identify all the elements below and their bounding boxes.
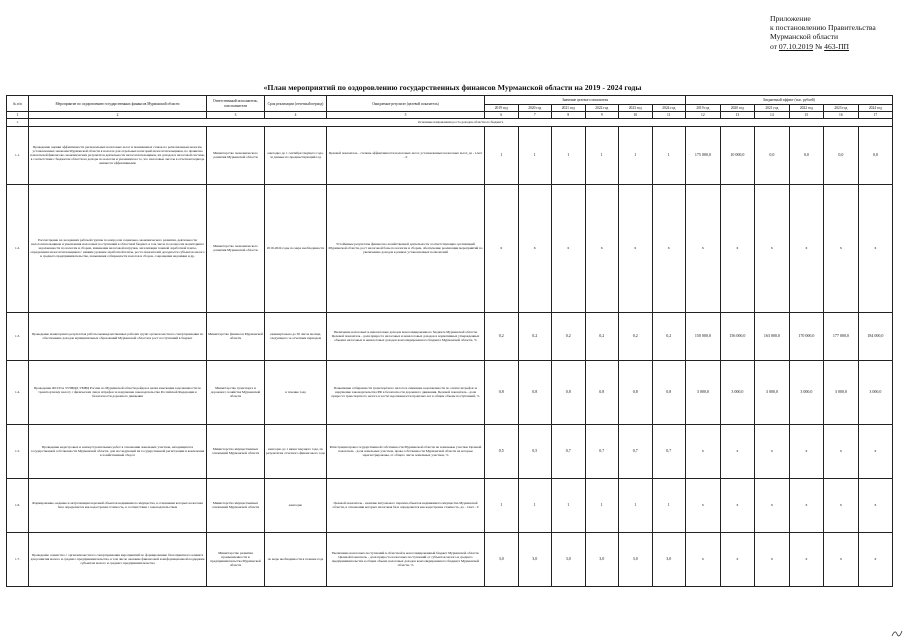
row-budget: x (789, 184, 824, 312)
row-budget: x (789, 478, 824, 532)
row-target: 0,5 (518, 424, 552, 478)
row-target: 1 (652, 126, 686, 184)
row-budget: 0,0 (824, 126, 859, 184)
row-target: 0,7 (585, 424, 619, 478)
row-budget: x (789, 532, 824, 586)
col-number: 14 (755, 112, 790, 119)
row-budget: x (686, 532, 721, 586)
annex-line-1: Приложение (770, 14, 811, 23)
row-num: 1.6. (7, 478, 29, 532)
row-budget: 3 000,0 (686, 360, 721, 424)
column-number-row (7, 112, 893, 119)
page-mark-icon (891, 628, 903, 638)
header-result: Ожидаемые результат (целевой показатель) (327, 96, 485, 112)
col-number: 17 (858, 112, 893, 119)
row-result: Регистрация права государственной собственности Мурманской области на земельные участки. Целевой показатель - доля земельных участков, права собственности Мурманской области на которые зарегистрированы, от общего числа земельных участков, % (327, 424, 485, 478)
table-row (7, 184, 893, 312)
row-target: 0,8 (552, 360, 586, 424)
header-target-year: 2023 год (619, 105, 653, 112)
row-executor: Министерство транспорта и дорожного хозяйства Мурманской области (207, 360, 265, 424)
row-result: Повышение собираемости транспортного налога и снижение задолженности по оплате штрафов за нарушение законодательства РФ в безопасности дорожного движения. Целевой показатель - доля прироста транспортного налога в части задолженности прошлых лет в общем объеме поступлений, % (327, 360, 485, 424)
col-number: 8 (552, 112, 586, 119)
row-result: Увеличение налоговых поступлений в областной и консолидированный бюджет Мурманской области. Целевой показатель - доля прироста налоговых поступлений от субъектов малого и среднего предпринимательства в общем объеме налоговых доходов консолидированного бюджета Мурманской области, % (327, 532, 485, 586)
row-target: 0,7 (619, 424, 653, 478)
row-event: Проведение мониторинга результатов работы межведомственных рабочих групп органов местного самоуправления по обеспечению доходов муниципальных образований Мурманской области и рост поступлений в бюджет (29, 312, 207, 360)
header-budget-year: 2019 год (686, 105, 721, 112)
row-budget: x (686, 184, 721, 312)
header-target-year: 2019 год (485, 105, 519, 112)
row-budget: 3 000,0 (755, 360, 790, 424)
row-target: 1 (518, 126, 552, 184)
annex-date: 07.10.2019 (778, 41, 814, 51)
document-title: «План мероприятий по оздоровлению государственных финансов Мурманской области на 2019 - 2024 годы (263, 83, 642, 92)
row-target: 3,0 (619, 532, 653, 586)
row-event: Формирование, ведение и актуализация перечней объектов недвижимого имущества, в отношении которых налоговая база определяется как кадастровая стоимость, в соответствии с законодательством (29, 478, 207, 532)
header-target-year: 2021 год (552, 105, 586, 112)
row-budget: x (824, 184, 859, 312)
row-budget: x (824, 424, 859, 478)
header-budget-year: 2022 год (789, 105, 824, 112)
row-event: Рассмотрение на заседаниях рабочей группы по вопросам социально-экономического развития, деятельности налогоплательщиков и увеличения налоговых поступлений в областной бюджет, в том числе по вопросам мониторинга задолженности по налогам и сборам, изменения налоговой нагрузки, легализации теневой заработной платы, определения налогоплательщиков с низким уровнем заработной платы, роста показателей доходности субъектов малого и среднего предпринимательства, повышения собираемости налогов и сборов, сокращения недоимки и др. (29, 184, 207, 312)
row-budget: x (858, 478, 893, 532)
row-num: 1.4. (7, 360, 29, 424)
row-target: x (552, 184, 586, 312)
row-target: 0,8 (485, 360, 519, 424)
row-target: 0,2 (518, 312, 552, 360)
row-budget: 170 000,0 (789, 312, 824, 360)
row-budget: 156 000,0 (720, 312, 755, 360)
table-row (7, 424, 893, 478)
header-budget-year: 2024 год (858, 105, 893, 112)
row-budget: 150 000,0 (686, 312, 721, 360)
row-budget: 3 000,0 (824, 360, 859, 424)
row-target: x (518, 184, 552, 312)
row-result: Целевой показатель - степень эффективности налоговых льгот, установленных налоговых льгот, да - 1/нет - 0 (327, 126, 485, 184)
table-row (7, 312, 893, 360)
row-deadline: 2019-2024 годы по мере необходимости (265, 184, 327, 312)
table-row (7, 478, 893, 532)
row-target: 1 (619, 126, 653, 184)
row-budget: 0,0 (755, 126, 790, 184)
row-event: Проведение ФССП и УГИБДД УМВД России по Мурманской области рейдов в целях взыскания задолженности по транспортному налогу с физических лиц и штрафов за нарушение законодательства Российской Федерации в безопасности дорожного движения (29, 360, 207, 424)
row-target: x (652, 184, 686, 312)
row-target: 0,5 (485, 424, 519, 478)
row-deadline: ежегодно до 1 июня текущего года, по результатам отчетного финансового года (265, 424, 327, 478)
row-budget: x (720, 478, 755, 532)
col-number: 10 (619, 112, 653, 119)
row-target: 0,2 (585, 312, 619, 360)
row-target: 0,7 (552, 424, 586, 478)
row-executor: Министерство экономического развития Мурманской области (207, 126, 265, 184)
header-deadline: Срок реализации (отчетный период) (265, 96, 327, 112)
row-target: 1 (518, 478, 552, 532)
row-target: 3,0 (518, 532, 552, 586)
row-deadline: по мере необходимости в течение года (265, 532, 327, 586)
row-budget: 177 000,0 (824, 312, 859, 360)
row-result: Устойчивые результаты финансово-хозяйственной деятельности соответствующих организаций Мурманской области, рост налоговой базы по налогам и сборам, обеспечение реализации мероприятий по увеличению доходов в рамках установленных полномочий (327, 184, 485, 312)
row-budget: x (720, 424, 755, 478)
row-target: 0,8 (518, 360, 552, 424)
header-budget-year: 2021 год (755, 105, 790, 112)
row-event: Проведение совместно с органами местного самоуправления мероприятий по формированию благоприятного климата для развития малого и среднего предпринимательства, в том числе оказание финансовой и информационной поддержки субъектам малого и среднего предпринимательства (29, 532, 207, 586)
row-deadline: ежегодно до 1 сентября текущего года, за данные по предшествующий год (265, 126, 327, 184)
header-event: Мероприятие по оздоровлению государственных финансов Мурманской области (29, 96, 207, 112)
annex-number: 463-ПП (824, 41, 850, 51)
row-target: 3,0 (585, 532, 619, 586)
row-budget: x (720, 184, 755, 312)
row-budget: 3 000,0 (858, 360, 893, 424)
row-budget: x (755, 424, 790, 478)
row-target: x (585, 184, 619, 312)
row-target: 1 (485, 126, 519, 184)
row-target: 0,2 (619, 312, 653, 360)
row-event: Проведение оценки эффективности региональных налоговых льгот и пониженных ставок по региональным налогам, установленных законами Мурманской области в налогах для отдельных категорий налогоплательщиков, по правилам показателей финансово-экономических результатов деятельности налогоплательщиков, их доходов в налоговой системе, в соответствии с бюджетом области на доходы по налогам и указанием на то, что налоговые льготы в отчетном периоде являются эффективными (29, 126, 207, 184)
row-target: 0,2 (485, 312, 519, 360)
row-target: x (485, 184, 519, 312)
row-budget: x (858, 184, 893, 312)
annex-date-prefix: от (770, 41, 778, 51)
row-target: 1 (585, 126, 619, 184)
row-target: 1 (585, 478, 619, 532)
annex-line-4 (770, 42, 900, 51)
col-number: 2 (29, 112, 207, 119)
table-row (7, 360, 893, 424)
annex-line-2: к постановлению Правительства (770, 23, 876, 33)
col-number: 12 (686, 112, 721, 119)
header-budget-group: Бюджетный эффект (тыс. рублей) (686, 96, 893, 105)
row-budget: x (789, 424, 824, 478)
col-number: 16 (824, 112, 859, 119)
row-result: Целевой показатель - наличие актуального перечня объектов недвижимого имущества Мурманской области, в отношении которых налоговая база определяется как кадастровая стоимость, да - 1/нет - 0 (327, 478, 485, 532)
row-budget: 10 000,0 (720, 126, 755, 184)
header-num: № п/п (7, 96, 29, 112)
row-num: 1.5. (7, 424, 29, 478)
row-executor: Министерство имущественных отношений Мурманской области (207, 424, 265, 478)
section-num: 1. (7, 119, 29, 126)
col-number: 13 (720, 112, 755, 119)
row-target: 0,8 (652, 360, 686, 424)
row-budget: x (755, 184, 790, 312)
col-number: 15 (789, 112, 824, 119)
header-target-year: 2020 год (518, 105, 552, 112)
col-number: 1 (7, 112, 29, 119)
row-budget: x (858, 532, 893, 586)
header-executor: Ответственный исполнитель, соисполнители (207, 96, 265, 112)
header-target-year: 2024 год (652, 105, 686, 112)
row-budget: x (686, 478, 721, 532)
row-target: 0,8 (585, 360, 619, 424)
row-budget: x (686, 424, 721, 478)
section-row (7, 119, 893, 126)
col-number: 5 (327, 112, 485, 119)
col-number: 4 (265, 112, 327, 119)
row-num: 1.2. (7, 184, 29, 312)
col-number: 11 (652, 112, 686, 119)
row-num: 1.7. (7, 532, 29, 586)
row-budget: 0,0 (789, 126, 824, 184)
header-budget-year: 2023 год (824, 105, 859, 112)
row-event: Проведение кадастровых и землеустроительных работ в отношении земельных участков, находящихся в государственной собственности Мурманской области, для последующей их государственной регистрации и вовлечения в хозяйственный оборот (29, 424, 207, 478)
row-deadline: ежегодно (265, 478, 327, 532)
row-budget: x (858, 424, 893, 478)
row-budget: 163 000,0 (755, 312, 790, 360)
row-deadline: ежеквартально до 30 числа месяца, следующего за отчетным периодом (265, 312, 327, 360)
row-budget: x (720, 532, 755, 586)
plan-table (6, 95, 893, 587)
row-budget: 0,0 (858, 126, 893, 184)
row-target: 1 (485, 478, 519, 532)
row-target: 3,0 (652, 532, 686, 586)
row-budget: x (755, 532, 790, 586)
row-budget: x (824, 532, 859, 586)
table-row (7, 532, 893, 586)
row-target: 3,0 (552, 532, 586, 586)
row-budget: 3 000,0 (789, 360, 824, 424)
header-target-year: 2022 год (585, 105, 619, 112)
row-target: 1 (552, 478, 586, 532)
row-target: 1 (652, 478, 686, 532)
row-budget: 184 000,0 (858, 312, 893, 360)
row-executor: Министерство экономического развития Мурманской области (207, 184, 265, 312)
row-budget: 3 000,0 (720, 360, 755, 424)
row-budget: x (824, 478, 859, 532)
header-budget-year: 2020 год (720, 105, 755, 112)
row-target: 3,0 (485, 532, 519, 586)
row-target: 1 (619, 478, 653, 532)
section-title: Основные направления роста доходов областного бюджета (29, 119, 893, 126)
table-row (7, 126, 893, 184)
col-number: 9 (585, 112, 619, 119)
row-target: 0,2 (652, 312, 686, 360)
annex-line-3: Мурманской области (770, 32, 839, 42)
row-num: 1.3. (7, 312, 29, 360)
annex-number-prefix: № (815, 41, 823, 51)
row-num: 1.1. (7, 126, 29, 184)
row-budget: 175 000,0 (686, 126, 721, 184)
row-target: 0,2 (552, 312, 586, 360)
row-executor: Министерство развития промышленности и предпринимательства Мурманской области (207, 532, 265, 586)
row-target: x (619, 184, 653, 312)
col-number: 6 (485, 112, 519, 119)
annex-block (770, 14, 900, 51)
row-result: Увеличение налоговых и неналоговых доходов консолидированного бюджета Мурманской области. Целевой показатель - доля прироста налоговых и неналоговых доходов в нормативных утвержденных объемах налоговых и неналоговых доходов консолидированного бюджета Мурманской области, % (327, 312, 485, 360)
col-number: 7 (518, 112, 552, 119)
row-target: 0,7 (652, 424, 686, 478)
col-number: 3 (207, 112, 265, 119)
row-executor: Министерство имущественных отношений Мурманской области (207, 478, 265, 532)
row-executor: Министерство финансов Мурманской области (207, 312, 265, 360)
row-target: 1 (552, 126, 586, 184)
header-target-group: Значение целевого показателя (485, 96, 686, 105)
row-target: 0,8 (619, 360, 653, 424)
row-budget: x (755, 478, 790, 532)
row-deadline: в течение года (265, 360, 327, 424)
